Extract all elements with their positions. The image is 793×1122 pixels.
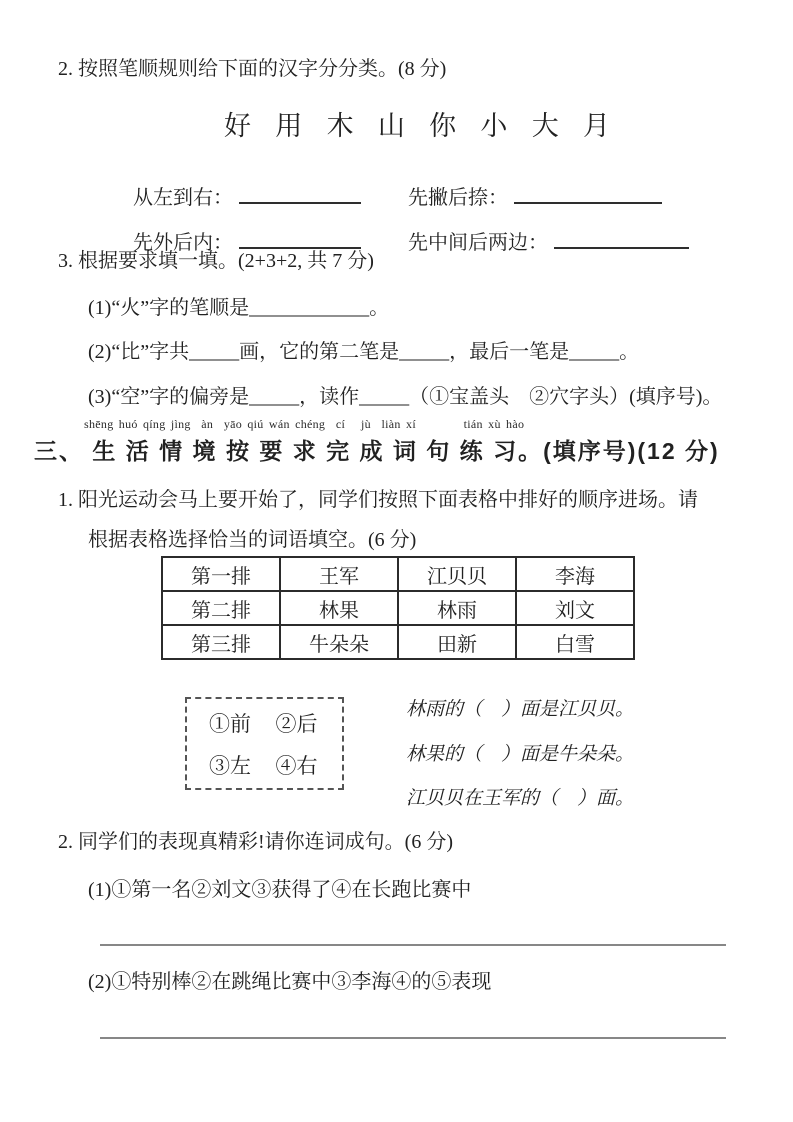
answer-blank	[239, 184, 361, 204]
table-cell: 第二排	[162, 591, 280, 625]
hanzi-character: 用	[275, 111, 303, 141]
table-row	[162, 557, 634, 591]
section-3-pinyin: shēng huó qíng jìng àn yāo qiú wán chéng cí jù liàn xí tián xù hào	[84, 417, 525, 431]
hanzi-character: 大	[531, 111, 559, 141]
table-cell: 白雪	[516, 625, 634, 659]
table-cell: 第一排	[162, 557, 280, 591]
section-3-heading: 三、 生 活 情 境 按 要 求 完 成 词 句 练 习。(填序号)(12 分)	[34, 438, 720, 464]
seating-table	[161, 556, 635, 660]
fill-sentence-1: 林雨的（ ）面是江贝贝。	[406, 699, 635, 720]
character-bank	[224, 104, 610, 143]
table-cell: 田新	[398, 625, 516, 659]
option-left: ③左	[209, 753, 251, 778]
fill-sentence-2: 林果的（ ）面是牛朵朵。	[406, 744, 635, 765]
category-label: 先外后内：	[133, 232, 233, 254]
table-cell: 牛朵朵	[280, 625, 398, 659]
question-4-intro-line-1: 1. 阳光运动会马上要开始了，同学们按照下面表格中排好的顺序进场。请	[58, 489, 698, 511]
fill-sentence-3: 江贝贝在王军的（ ）面。	[406, 788, 635, 809]
question-3-item-1: (1)“火”字的笔顺是____________。	[88, 297, 390, 319]
hanzi-character: 山	[377, 111, 405, 141]
answer-blank	[239, 229, 361, 249]
question-5-title: 2. 同学们的表现真精彩!请你连词成句。(6 分)	[58, 831, 453, 853]
question-4-intro-line-2: 根据表格选择恰当的词语填空。(6 分)	[88, 529, 417, 551]
option-front: ①前	[209, 711, 251, 736]
answer-blank	[514, 184, 662, 204]
option-back: ②后	[275, 711, 318, 736]
question-2-title: 2. 按照笔顺规则给下面的汉字分分类。(8 分)	[58, 58, 447, 80]
question-5-item-1: (1)①第一名②刘文③获得了④在长跑比赛中	[88, 879, 472, 901]
direction-options-box	[185, 697, 344, 790]
question-3-item-2: (2)“比”字共_____画，它的第二笔是_____，最后一笔是_____。	[88, 341, 640, 363]
category-middle-then-sides	[388, 203, 689, 278]
category-label: 先中间后两边：	[408, 232, 548, 254]
table-cell: 王军	[280, 557, 398, 591]
answer-line-1	[100, 944, 726, 946]
question-3-title: 3. 根据要求填一填。(2+3+2, 共 7 分)	[58, 250, 374, 272]
hanzi-character: 你	[429, 111, 457, 141]
hanzi-character: 好	[224, 111, 251, 141]
question-5-item-2: (2)①特别棒②在跳绳比赛中③李海④的⑤表现	[88, 971, 492, 993]
answer-line-2	[100, 1037, 726, 1039]
category-label: 先撇后捺：	[408, 187, 508, 209]
category-label: 从左到右：	[133, 187, 233, 209]
table-cell: 林果	[280, 591, 398, 625]
table-cell: 李海	[516, 557, 634, 591]
question-3-item-3: (3)“空”字的偏旁是_____，读作_____（①宝盖头 ②穴字头）(填序号)。	[88, 386, 723, 408]
table-cell: 刘文	[516, 591, 634, 625]
hanzi-character: 小	[480, 111, 508, 141]
option-right: ④右	[275, 753, 318, 778]
answer-blank	[554, 229, 689, 249]
table-cell: 第三排	[162, 625, 280, 659]
hanzi-character: 木	[326, 111, 354, 141]
table-cell: 江贝贝	[398, 557, 516, 591]
table-row	[162, 625, 634, 659]
hanzi-character: 月	[582, 111, 610, 141]
table-row	[162, 591, 634, 625]
table-cell: 林雨	[398, 591, 516, 625]
